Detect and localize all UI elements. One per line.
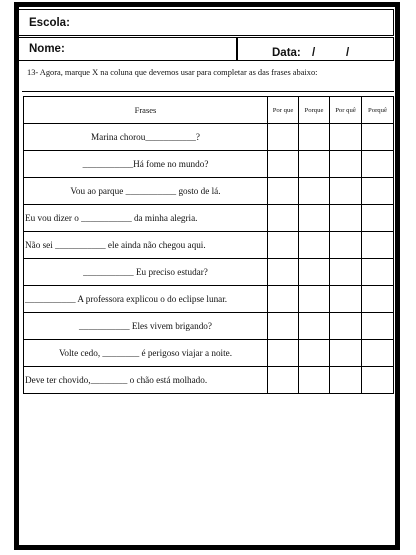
answer-cell-por-que-acento[interactable] (330, 286, 362, 313)
instruction-rule (22, 91, 394, 92)
answer-cell-porque-acento[interactable] (362, 259, 394, 286)
sentence-cell: ___________ A professora explicou o do eclipse lunar. (24, 286, 268, 313)
sentence-cell: Volte cedo, ________ é perigoso viajar a noite. (24, 340, 268, 367)
answer-cell-por-que[interactable] (268, 286, 299, 313)
sentence-cell: Eu vou dizer o ___________ da minha alegria. (24, 205, 268, 232)
sentence-cell: Não sei ___________ ele ainda não chegou aqui. (24, 232, 268, 259)
table-row (24, 205, 394, 232)
exercise-table (23, 96, 394, 394)
sentence-cell: ___________Há fome no mundo? (24, 151, 268, 178)
table-row (24, 178, 394, 205)
answer-cell-por-que[interactable] (268, 205, 299, 232)
sentence-cell: Vou ao parque ___________ gosto de lá. (24, 178, 268, 205)
sentence-cell: Deve ter chovido,________ o chão está molhado. (24, 367, 268, 394)
table-row (24, 151, 394, 178)
nome-data-row (18, 37, 394, 61)
answer-cell-porque-acento[interactable] (362, 124, 394, 151)
sentence-cell: ___________ Eu preciso estudar? (24, 259, 268, 286)
column-header-por-que-acento: Por quê (330, 97, 362, 124)
answer-cell-porque-acento[interactable] (362, 205, 394, 232)
answer-cell-por-que-acento[interactable] (330, 340, 362, 367)
answer-cell-por-que[interactable] (268, 313, 299, 340)
answer-cell-por-que-acento[interactable] (330, 124, 362, 151)
answer-cell-por-que-acento[interactable] (330, 313, 362, 340)
date-separator-1: / (312, 47, 316, 59)
column-header-por-que: Por que (268, 97, 299, 124)
table-row (24, 259, 394, 286)
answer-cell-por-que[interactable] (268, 340, 299, 367)
table-row (24, 124, 394, 151)
answer-cell-porque[interactable] (299, 232, 330, 259)
answer-cell-porque[interactable] (299, 340, 330, 367)
header-divider (236, 38, 238, 60)
table-row (24, 340, 394, 367)
answer-cell-por-que-acento[interactable] (330, 151, 362, 178)
table-row (24, 232, 394, 259)
escola-field[interactable] (18, 9, 394, 36)
answer-cell-porque[interactable] (299, 286, 330, 313)
column-header-frases: Frases (24, 97, 268, 124)
table-row (24, 313, 394, 340)
answer-cell-porque[interactable] (299, 178, 330, 205)
answer-cell-por-que[interactable] (268, 259, 299, 286)
nome-label: Nome: (29, 43, 65, 55)
table-header-row (24, 97, 394, 124)
answer-cell-porque[interactable] (299, 124, 330, 151)
answer-cell-por-que-acento[interactable] (330, 205, 362, 232)
instruction-text: 13- Agora, marque X na coluna que devemos usar para completar as das frases abaixo: (27, 68, 318, 77)
answer-cell-porque[interactable] (299, 367, 330, 394)
answer-cell-porque-acento[interactable] (362, 286, 394, 313)
answer-cell-por-que-acento[interactable] (330, 367, 362, 394)
answer-cell-porque-acento[interactable] (362, 232, 394, 259)
answer-cell-por-que[interactable] (268, 151, 299, 178)
column-header-porque: Porque (299, 97, 330, 124)
answer-cell-porque[interactable] (299, 313, 330, 340)
answer-cell-por-que[interactable] (268, 232, 299, 259)
answer-cell-por-que[interactable] (268, 124, 299, 151)
answer-cell-porque[interactable] (299, 259, 330, 286)
answer-cell-porque-acento[interactable] (362, 313, 394, 340)
table-row (24, 286, 394, 313)
data-label: Data: (272, 47, 301, 59)
sentence-cell: ___________ Eles vivem brigando? (24, 313, 268, 340)
answer-cell-porque-acento[interactable] (362, 151, 394, 178)
answer-cell-por-que-acento[interactable] (330, 259, 362, 286)
answer-cell-por-que[interactable] (268, 367, 299, 394)
answer-cell-porque[interactable] (299, 205, 330, 232)
column-header-porque-acento: Porquê (362, 97, 394, 124)
date-separator-2: / (346, 47, 350, 59)
answer-cell-por-que-acento[interactable] (330, 232, 362, 259)
escola-label: Escola: (29, 17, 70, 29)
answer-cell-por-que-acento[interactable] (330, 178, 362, 205)
answer-cell-porque[interactable] (299, 151, 330, 178)
table-row (24, 367, 394, 394)
answer-cell-por-que[interactable] (268, 178, 299, 205)
answer-cell-porque-acento[interactable] (362, 340, 394, 367)
answer-cell-porque-acento[interactable] (362, 367, 394, 394)
answer-cell-porque-acento[interactable] (362, 178, 394, 205)
sentence-cell: Marina chorou___________? (24, 124, 268, 151)
